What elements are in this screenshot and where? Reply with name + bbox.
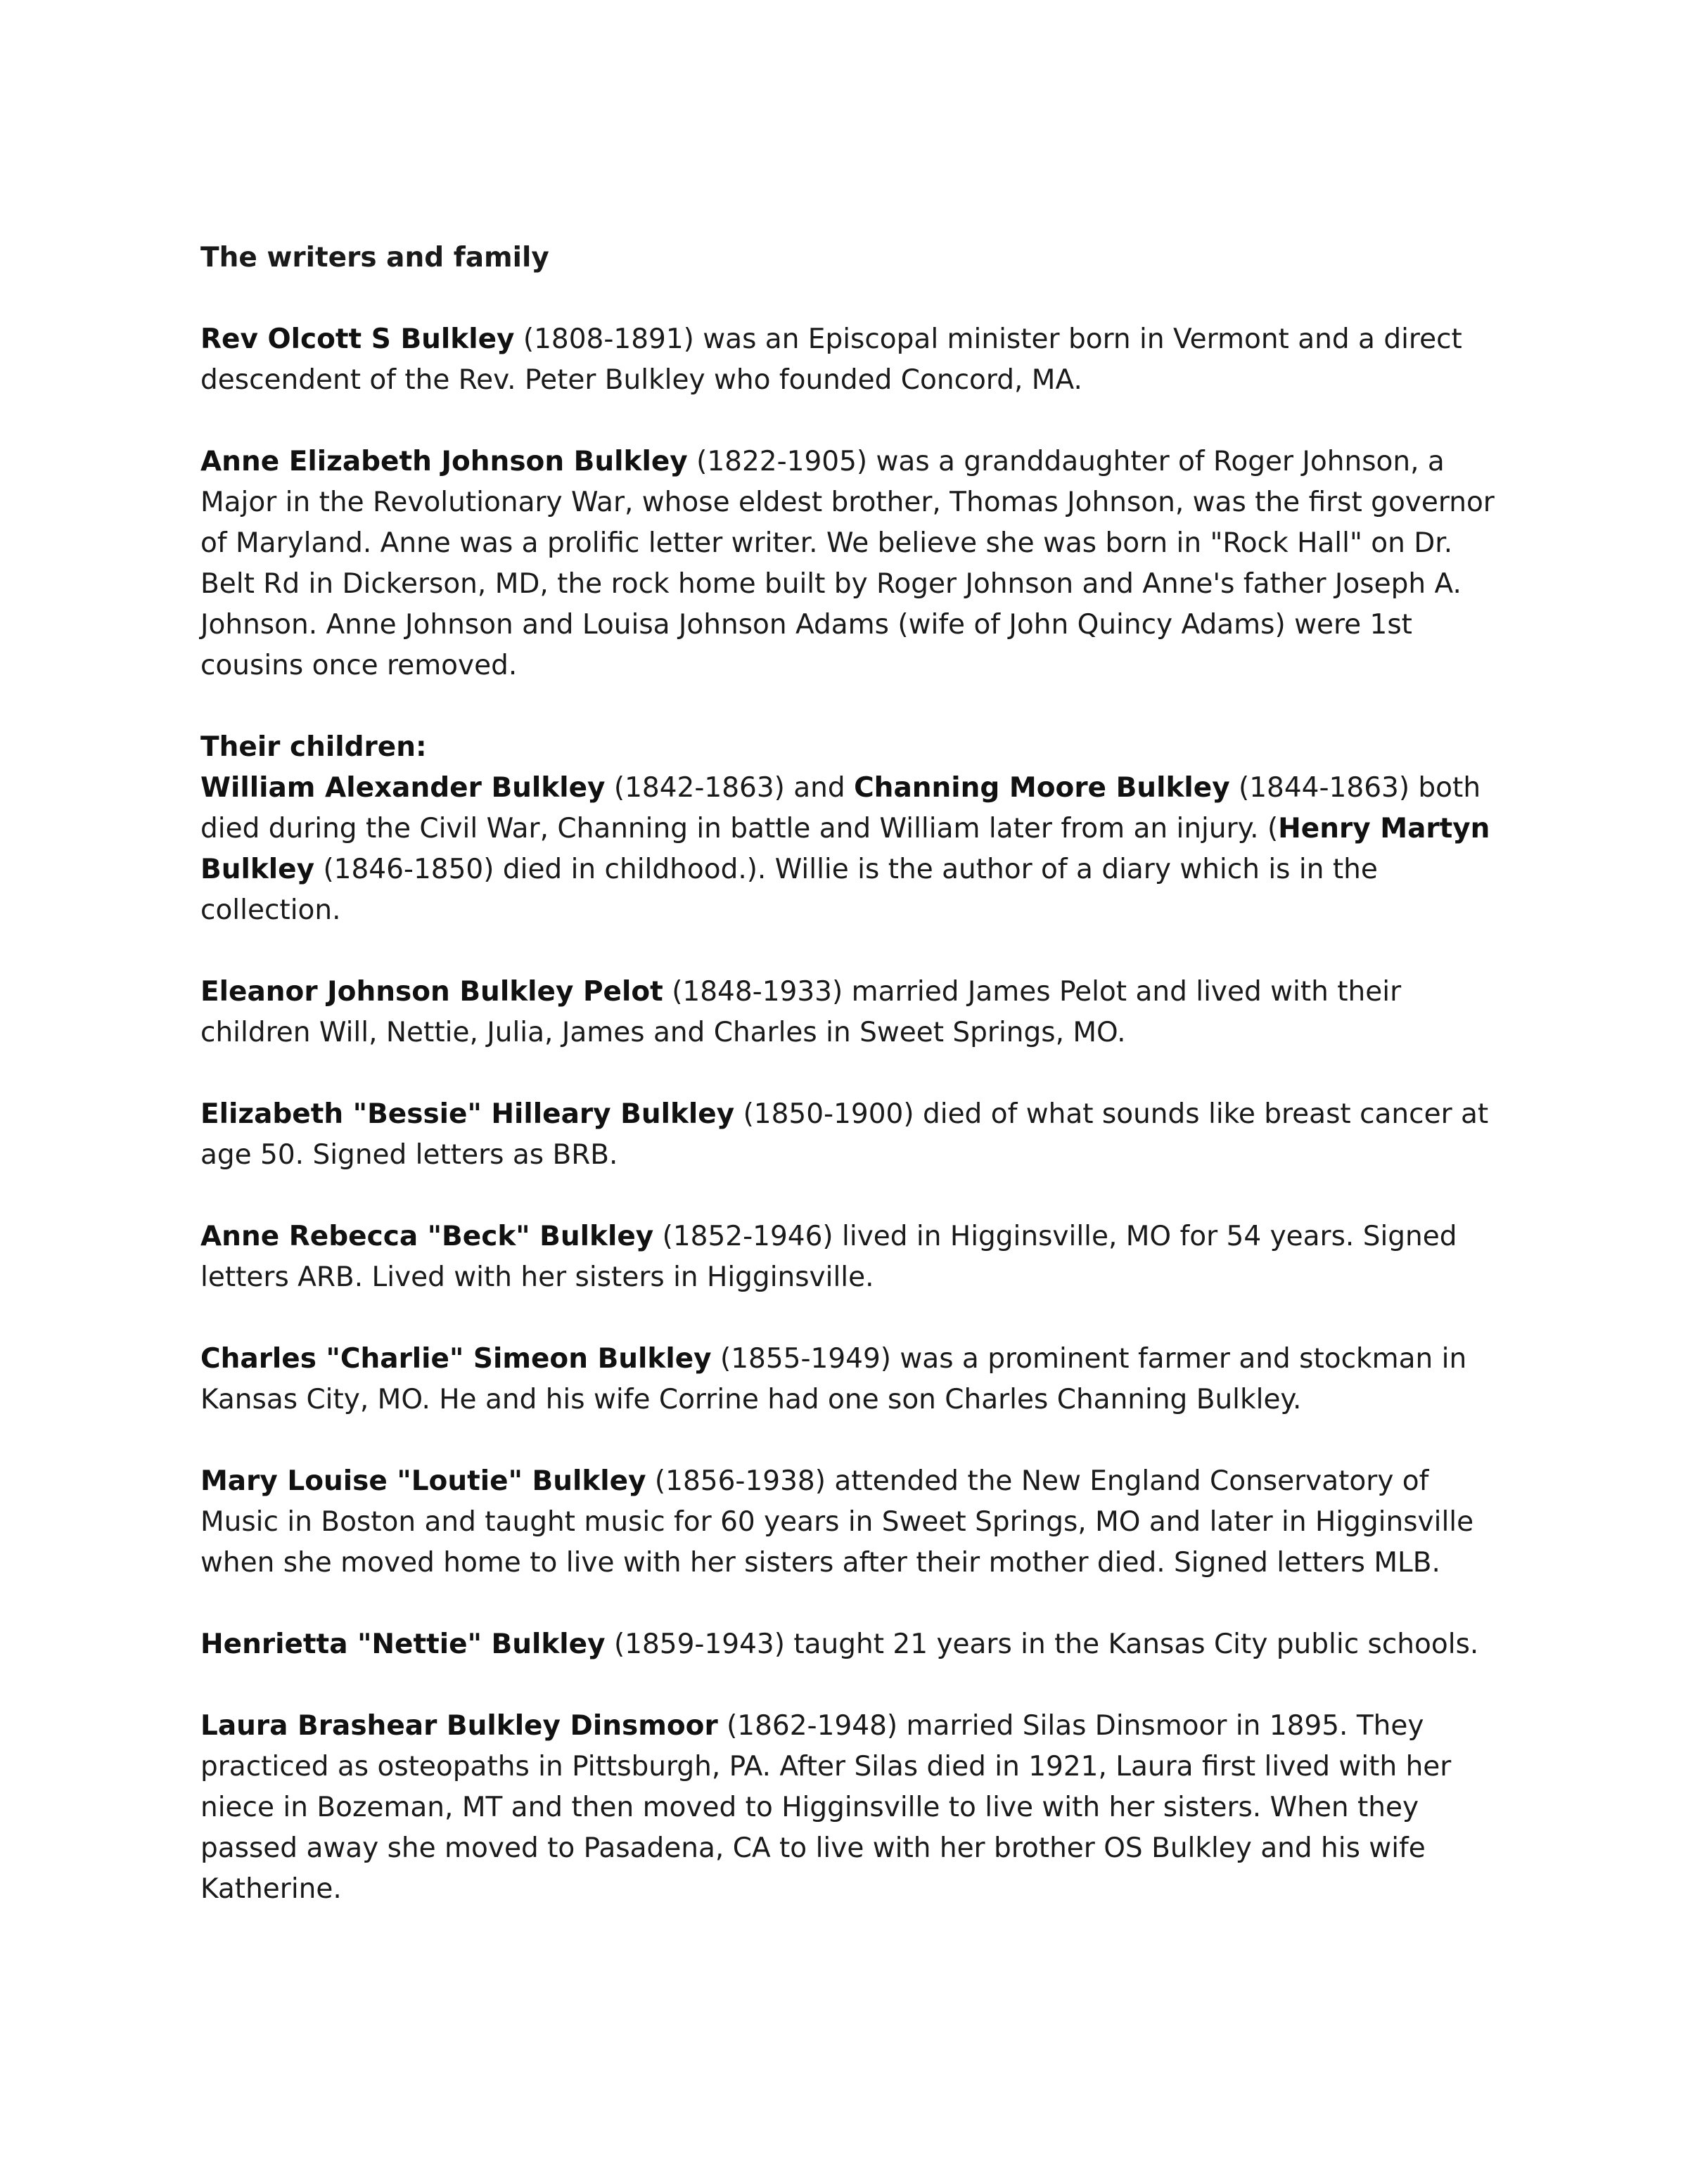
person-description: (1855-1949) was a prominent farmer and stockman in Kansas City, MO. He and his wife Corrine had one son Charles Channing Bulkley. [200,1343,1467,1415]
person-name: Channing Moore Bulkley [854,772,1230,804]
person-name: Charles "Charlie" Simeon Bulkley [200,1343,712,1375]
person-description: (1850-1900) died of what sounds like breast cancer at age 50. Signed letters as BRB. [200,1098,1489,1171]
person-name: Anne Elizabeth Johnson Bulkley [200,446,688,477]
paragraph-beck [200,1216,1502,1298]
person-description: (1846-1850) died in childhood.). Willie is the author of a diary which is in the collection. [200,854,1378,926]
person-description: (1852-1946) lived in Higginsville, MO for 54 years. Signed letters ARB. Lived with her sisters in Higginsville. [200,1221,1457,1293]
person-name: Anne Rebecca "Beck" Bulkley [200,1221,654,1252]
person-name: Eleanor Johnson Bulkley Pelot [200,976,663,1008]
paragraph-olcott [200,319,1502,401]
person-name: William Alexander Bulkley [200,772,606,804]
person-description: (1808-1891) was an Episcopal minister born in Vermont and a direct descendent of the Rev. Peter Bulkley who founded Concord, MA. [200,323,1462,396]
person-name: Elizabeth "Bessie" Hilleary Bulkley [200,1098,735,1130]
paragraph-bessie [200,1094,1502,1176]
paragraph-sons [200,768,1502,931]
document-page [200,238,1502,1951]
paragraph-nettie [200,1624,1502,1665]
person-description: (1856-1938) attended the New England Conservatory of Music in Boston and taught music for 60 years in Sweet Springs, MO and later in Higginsville when she moved home to live with her sisters after their mother died. Signed letters MLB. [200,1465,1474,1579]
person-description: (1848-1933) married James Pelot and lived with their children Will, Nettie, Julia, James and Charles in Sweet Springs, MO. [200,976,1402,1048]
children-heading-text: Their children: [200,731,427,763]
person-description: (1862-1948) married Silas Dinsmoor in 1895. They practiced as osteopaths in Pittsburgh, PA. After Silas died in 1921, Laura first lived with her niece in Bozeman, MT and then moved to Higginsville to live with her sisters. When they passed away she moved to Pasadena, CA to live with her brother OS Bulkley and his wife Katherine. [200,1710,1452,1905]
person-name: Rev Olcott S Bulkley [200,323,515,355]
paragraph-loutie [200,1461,1502,1584]
paragraph-charlie [200,1339,1502,1420]
person-description: (1859-1943) taught 21 years in the Kansas City public schools. [605,1629,1479,1660]
paragraph-anne [200,442,1502,686]
person-description: (1844-1863) both died during the Civil War, Channing in battle and William later from an injury. ( [200,772,1481,844]
paragraph-eleanor [200,972,1502,1053]
person-description: (1842-1863) and [605,772,855,804]
person-name: Laura Brashear Bulkley Dinsmoor [200,1710,718,1742]
person-description: (1822-1905) was a granddaughter of Roger Johnson, a Major in the Revolutionary War, whose eldest brother, Thomas Johnson, was the first governor of Maryland. Anne was a prolific letter writer. We believe she was born in "Rock Hall" on Dr. Belt Rd in Dickerson, MD, the rock home built by Roger Johnson and Anne's father Joseph A. Johnson. Anne Johnson and Louisa Johnson Adams (wife of John Quincy Adams) were 1st cousins once removed. [200,446,1495,681]
person-name: Henry Martyn Bulkley [200,813,1490,885]
page-title: The writers and family [200,242,549,274]
children-heading [200,727,1502,768]
person-name: Henrietta "Nettie" Bulkley [200,1629,606,1660]
paragraph-laura [200,1706,1502,1910]
person-name: Mary Louise "Loutie" Bulkley [200,1465,646,1497]
